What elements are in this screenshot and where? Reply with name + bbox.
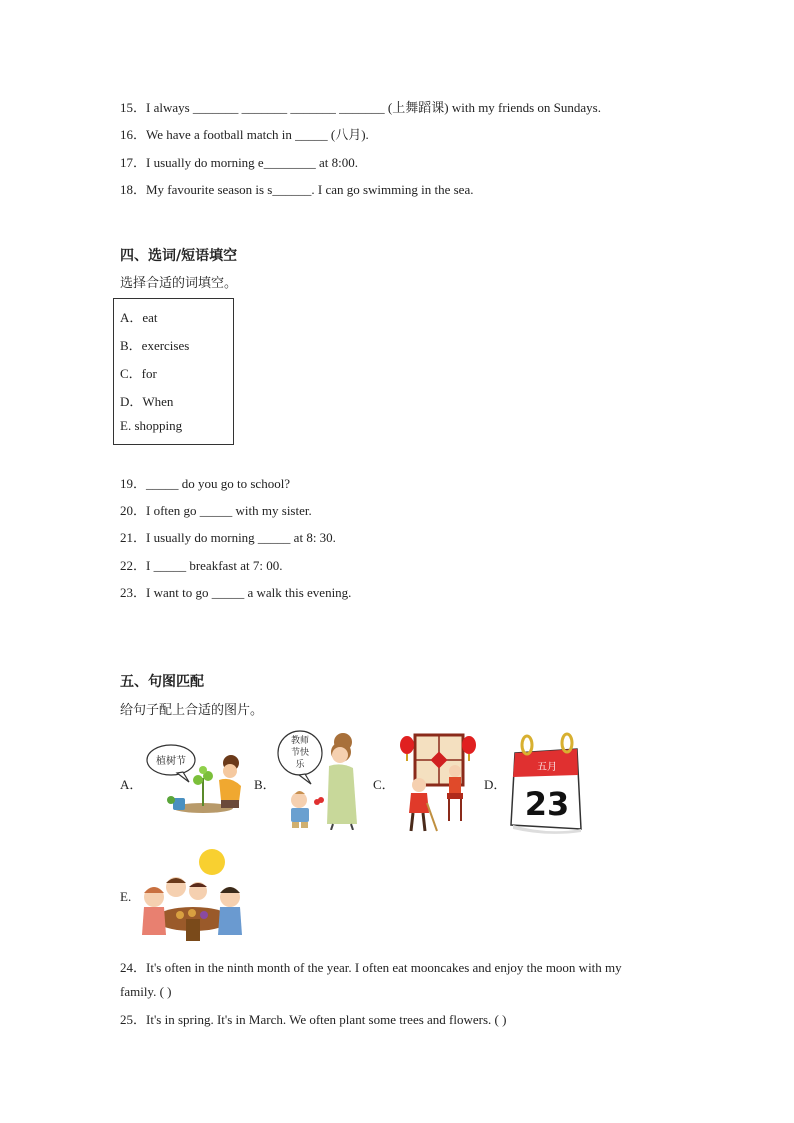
option-c: C．for bbox=[120, 366, 157, 381]
question-15: 15．I always _______ _______ _______ _______ (上舞蹈课) with my friends on Sundays. bbox=[120, 100, 601, 115]
bubble-b-line-2: 节快 bbox=[290, 748, 310, 758]
bubble-a-text: 植树节 bbox=[156, 756, 186, 767]
question-19: 19．_____ do you go to school? bbox=[120, 476, 291, 491]
mid-autumn-picture bbox=[138, 847, 248, 947]
moon-icon bbox=[199, 849, 225, 875]
question-20: 20．I often go _____ with my sister. bbox=[120, 503, 312, 518]
question-25: 25．It's in spring. It's in March. We often plant some trees and flowers. ( ) bbox=[120, 1012, 507, 1027]
option-e: E. shopping bbox=[120, 418, 183, 433]
option-d: D．When bbox=[120, 394, 174, 409]
option-a: A．eat bbox=[120, 310, 158, 325]
section-5-heading: 五、句图匹配 bbox=[120, 674, 204, 690]
picture-a-label: A． bbox=[120, 777, 143, 792]
question-23: 23．I want to go _____ a walk this evening. bbox=[120, 585, 352, 600]
picture-d-label: D． bbox=[484, 777, 507, 792]
calendar-month: 五月 bbox=[537, 762, 557, 773]
question-21: 21．I usually do morning _____ at 8: 30. bbox=[120, 530, 336, 545]
question-18: 18．My favourite season is s______. I can go swimming in the sea. bbox=[120, 182, 474, 197]
section-4-instruction: 选择合适的词填空。 bbox=[120, 276, 238, 291]
option-b: B．exercises bbox=[120, 338, 190, 353]
calendar-day: 23 bbox=[524, 785, 570, 823]
tree-planting-picture bbox=[143, 738, 248, 823]
calendar-picture bbox=[507, 731, 587, 835]
question-17: 17．I usually do morning e________ at 8:00. bbox=[120, 155, 358, 170]
question-16: 16．We have a football match in _____ (八月). bbox=[120, 127, 369, 142]
question-24-line-2: family. ( ) bbox=[120, 984, 172, 999]
spring-festival-picture bbox=[397, 731, 477, 835]
teachers-day-picture bbox=[275, 728, 365, 830]
bubble-b-line-1: 教师 bbox=[290, 736, 310, 746]
section-4-heading: 四、选词/短语填空 bbox=[120, 248, 238, 264]
bubble-b-line-3: 乐 bbox=[295, 760, 305, 770]
picture-b-label: B． bbox=[254, 777, 276, 792]
question-24-line-1: 24．It's often in the ninth month of the year. I often eat mooncakes and enjoy the moon with my bbox=[120, 960, 622, 975]
picture-c-label: C． bbox=[373, 777, 395, 792]
picture-e-label: E. bbox=[120, 889, 132, 904]
section-5-instruction: 给句子配上合适的图片。 bbox=[120, 703, 264, 718]
word-options-box bbox=[113, 298, 234, 445]
question-22: 22．I _____ breakfast at 7: 00. bbox=[120, 558, 283, 573]
